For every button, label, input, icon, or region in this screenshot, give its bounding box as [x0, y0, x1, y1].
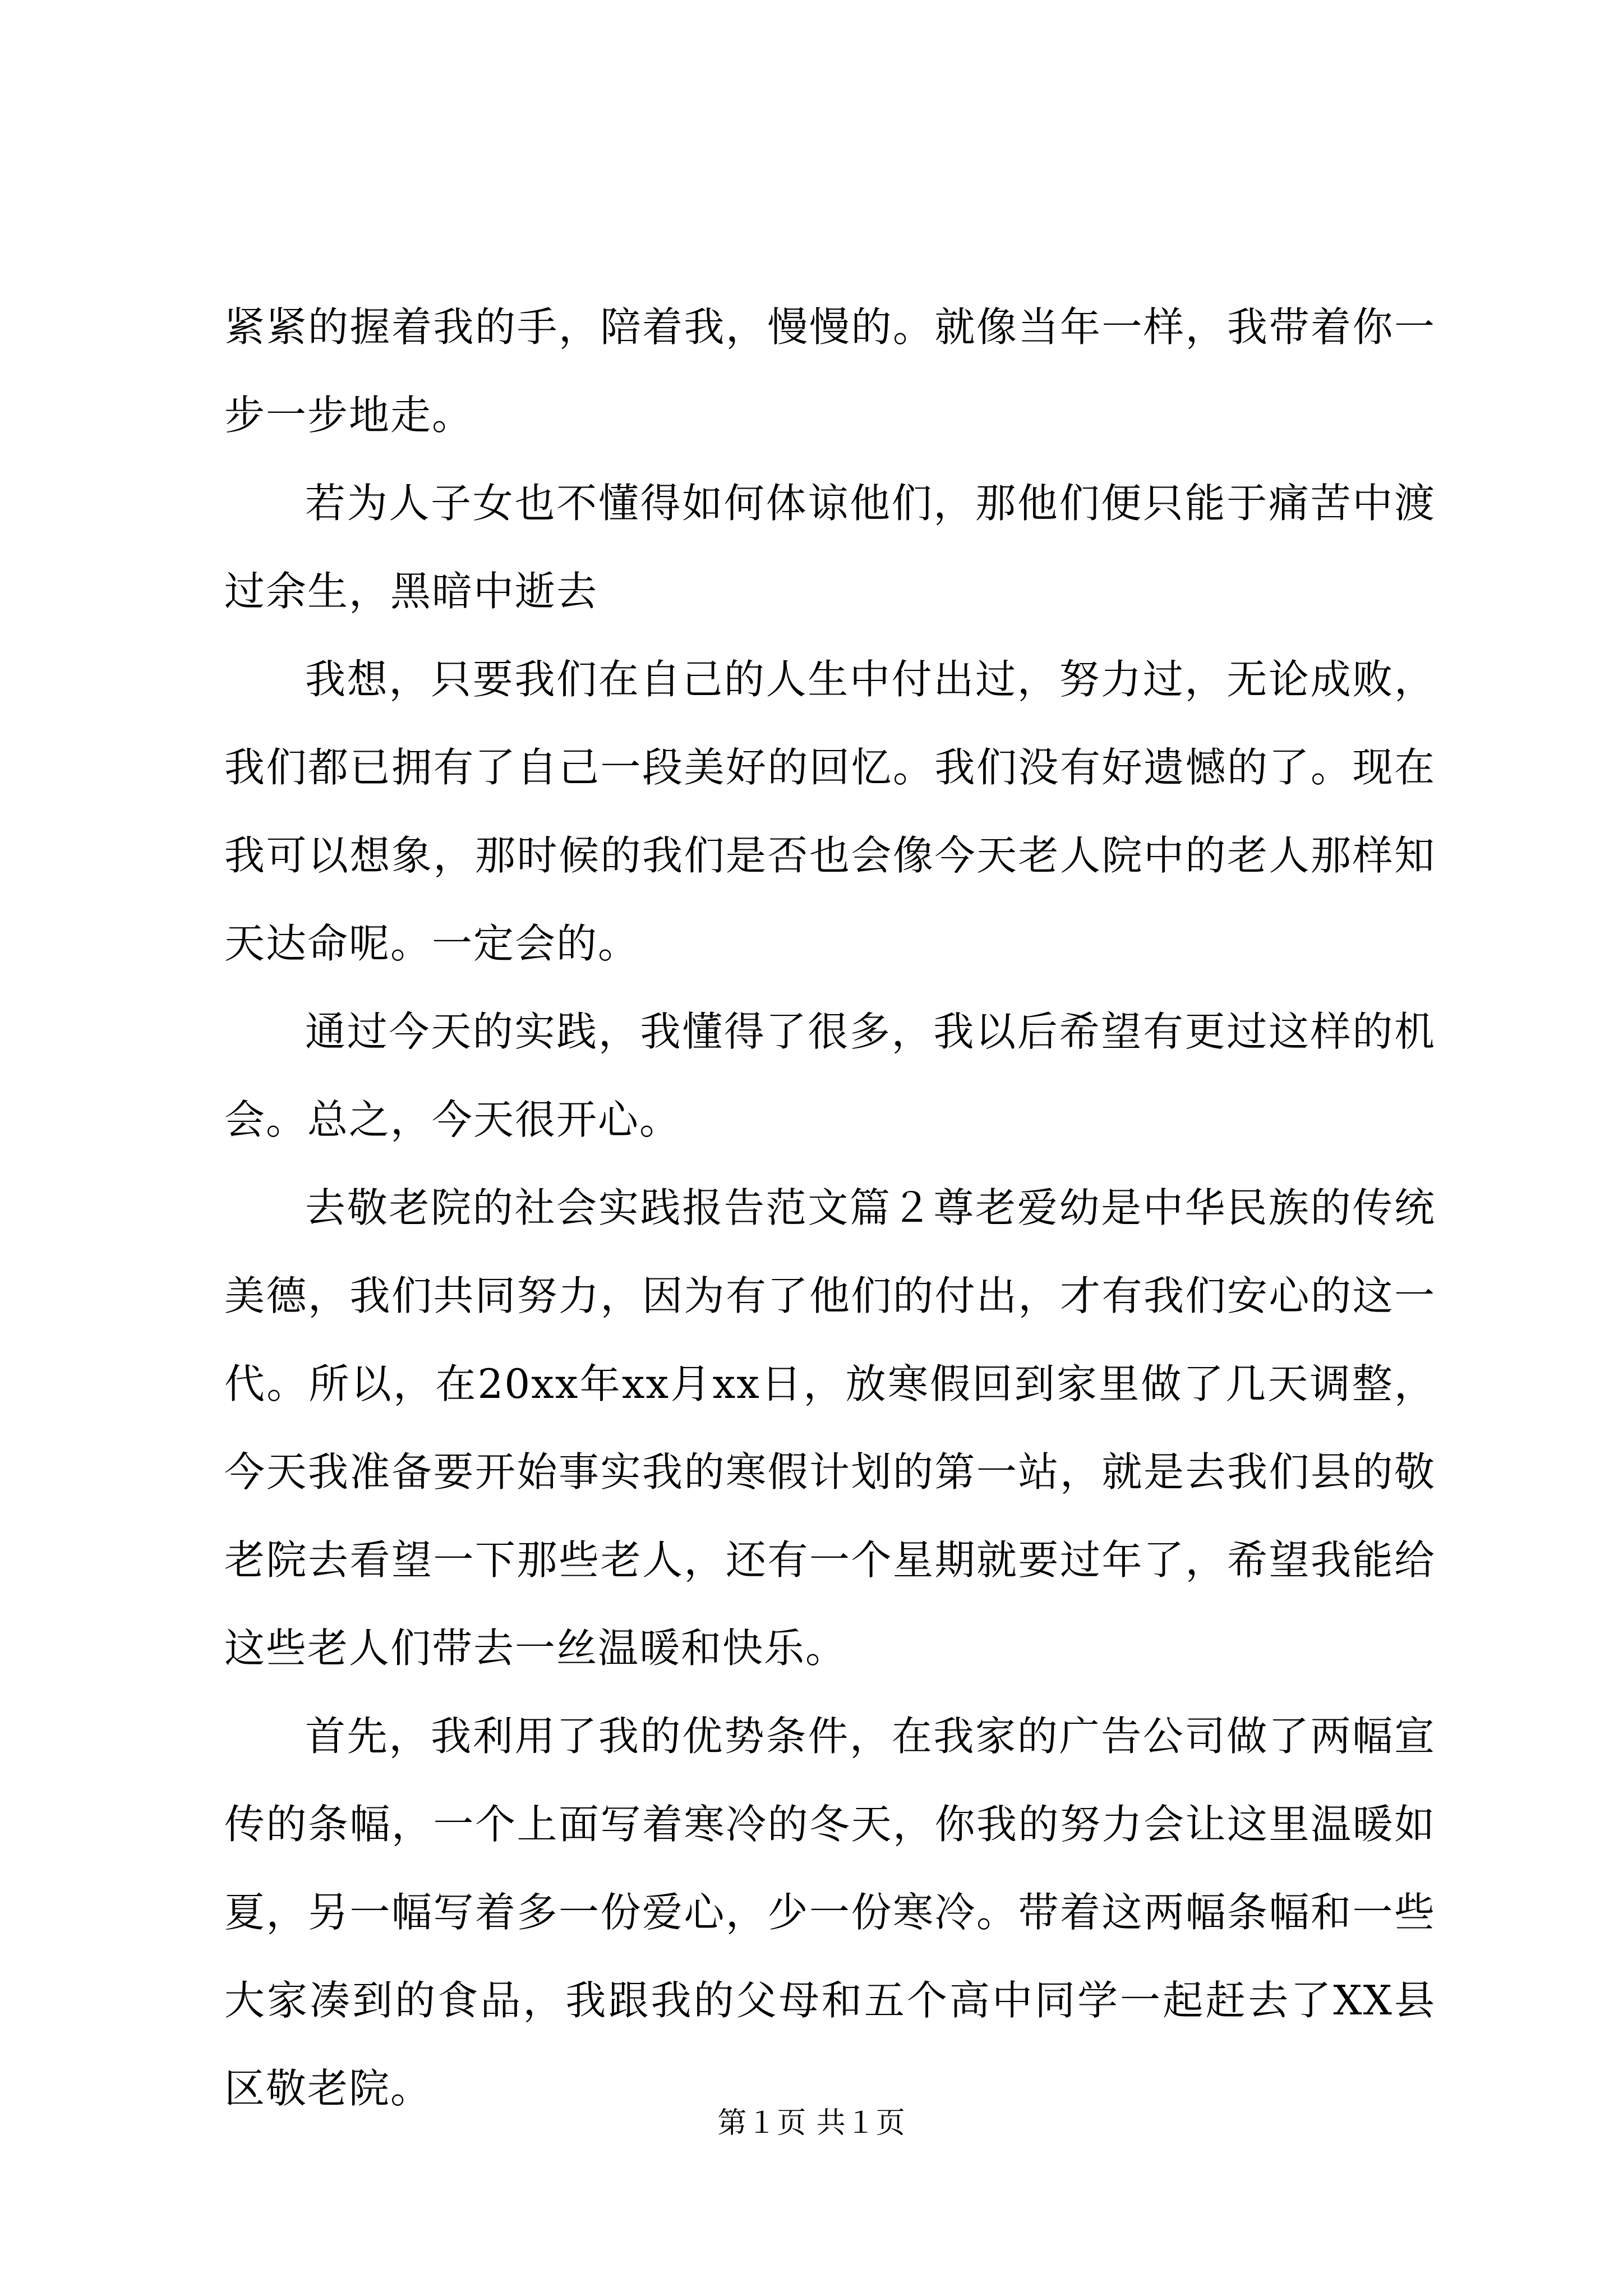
paragraph: 通过今天的实践，我懂得了很多，我以后希望有更过这样的机会。总之，今天很开心。 — [224, 1008, 1436, 1143]
paragraph: 去敬老院的社会实践报告范文篇２尊老爱幼是中华民族的传统美德，我们共同努力，因为有了他们的付出，才有我们安心的这一代。所以，在20xx年xx月xx日，放寒假回到家里做了几天调整，今天我准备要开始事实我的寒假计划的第一站，就是去我们县的敬老院去看望一下那些老人，还有一个星期就要过年了，希望我能给这些老人们带去一丝温暖和快乐。 — [224, 1184, 1436, 1672]
paragraph-continuation: 紧紧的握着我的手，陪着我，慢慢的。就像当年一样，我带着你一步一步地走。 — [224, 303, 1436, 439]
paragraph: 若为人子女也不懂得如何体谅他们，那他们便只能于痛苦中渡过余生，黑暗中逝去 — [224, 480, 1436, 615]
paragraph: 首先，我利用了我的优势条件，在我家的广告公司做了两幅宣传的条幅，一个上面写着寒冷的冬天，你我的努力会让这里温暖如夏，另一幅写着多一份爱心，少一份寒冷。带着这两幅条幅和一些大家凑到的食品，我跟我的父母和五个高中同学一起赶去了XX县区敬老院。 — [224, 1713, 1436, 2112]
page-footer: 第１页 共１页 — [717, 2106, 906, 2140]
document-body — [224, 283, 1436, 2133]
paragraph: 我想，只要我们在自己的人生中付出过，努力过，无论成败，我们都已拥有了自己一段美好的回忆。我们没有好遗憾的了。现在我可以想象，那时候的我们是否也会像今天老人院中的老人那样知天达命呢。一定会的。 — [224, 656, 1436, 967]
